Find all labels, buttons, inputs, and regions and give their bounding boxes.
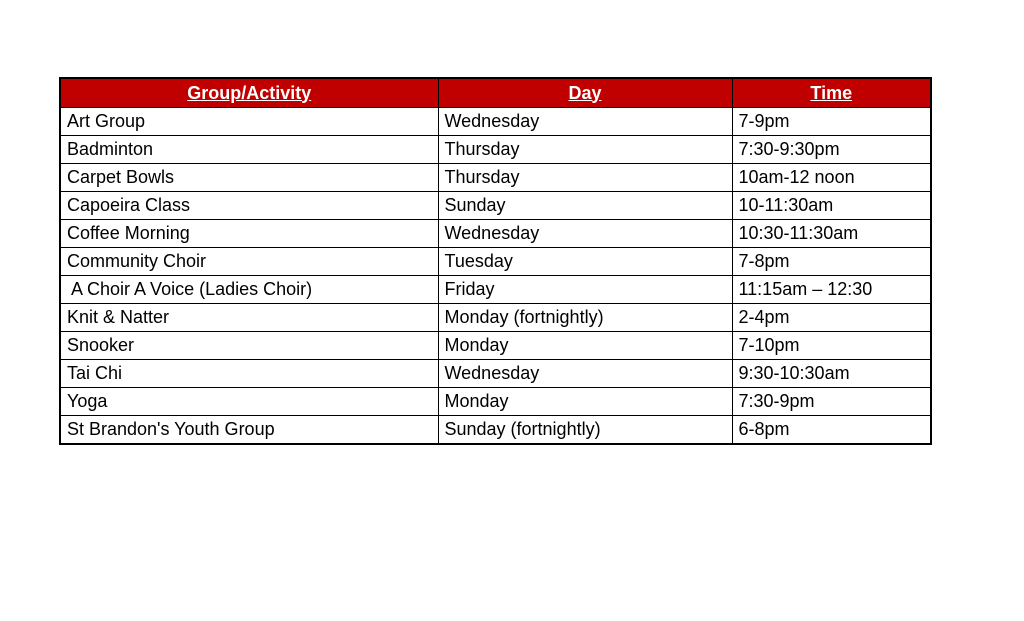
- time-cell: 7:30-9pm: [732, 388, 931, 416]
- time-cell: 7-10pm: [732, 332, 931, 360]
- time-cell: 6-8pm: [732, 416, 931, 445]
- day-cell: Monday (fortnightly): [438, 304, 732, 332]
- table-row: [60, 276, 931, 304]
- time-cell: 11:15am – 12:30: [732, 276, 931, 304]
- table-row: [60, 164, 931, 192]
- day-cell: Wednesday: [438, 220, 732, 248]
- activity-cell: Snooker: [60, 332, 438, 360]
- header-row: [60, 78, 931, 108]
- activities-table-container: [59, 77, 932, 445]
- day-cell: Wednesday: [438, 360, 732, 388]
- time-cell: 7-8pm: [732, 248, 931, 276]
- activities-table: [59, 77, 932, 445]
- table-row: [60, 220, 931, 248]
- day-cell: Monday: [438, 388, 732, 416]
- activity-cell: Coffee Morning: [60, 220, 438, 248]
- table-row: [60, 388, 931, 416]
- day-cell: Friday: [438, 276, 732, 304]
- day-cell: Monday: [438, 332, 732, 360]
- table-row: [60, 332, 931, 360]
- time-cell: 9:30-10:30am: [732, 360, 931, 388]
- time-cell: 10am-12 noon: [732, 164, 931, 192]
- activity-cell: Carpet Bowls: [60, 164, 438, 192]
- activity-cell: Capoeira Class: [60, 192, 438, 220]
- activity-cell: Yoga: [60, 388, 438, 416]
- table-row: [60, 192, 931, 220]
- time-cell: 7:30-9:30pm: [732, 136, 931, 164]
- day-cell: Thursday: [438, 136, 732, 164]
- column-header-day: Day: [438, 78, 732, 108]
- activity-cell: Tai Chi: [60, 360, 438, 388]
- day-cell: Tuesday: [438, 248, 732, 276]
- time-cell: 7-9pm: [732, 108, 931, 136]
- day-cell: Thursday: [438, 164, 732, 192]
- table-row: [60, 248, 931, 276]
- table-row: [60, 136, 931, 164]
- day-cell: Sunday (fortnightly): [438, 416, 732, 445]
- table-row: [60, 108, 931, 136]
- table-row: [60, 360, 931, 388]
- activity-cell: A Choir A Voice (Ladies Choir): [60, 276, 438, 304]
- day-cell: Sunday: [438, 192, 732, 220]
- column-header-group-activity: Group/Activity: [60, 78, 438, 108]
- day-cell: Wednesday: [438, 108, 732, 136]
- activity-cell: Art Group: [60, 108, 438, 136]
- time-cell: 2-4pm: [732, 304, 931, 332]
- activity-cell: St Brandon's Youth Group: [60, 416, 438, 445]
- time-cell: 10:30-11:30am: [732, 220, 931, 248]
- activity-cell: Community Choir: [60, 248, 438, 276]
- activity-cell: Knit & Natter: [60, 304, 438, 332]
- column-header-time: Time: [732, 78, 931, 108]
- table-row: [60, 416, 931, 445]
- time-cell: 10-11:30am: [732, 192, 931, 220]
- table-row: [60, 304, 931, 332]
- activity-cell: Badminton: [60, 136, 438, 164]
